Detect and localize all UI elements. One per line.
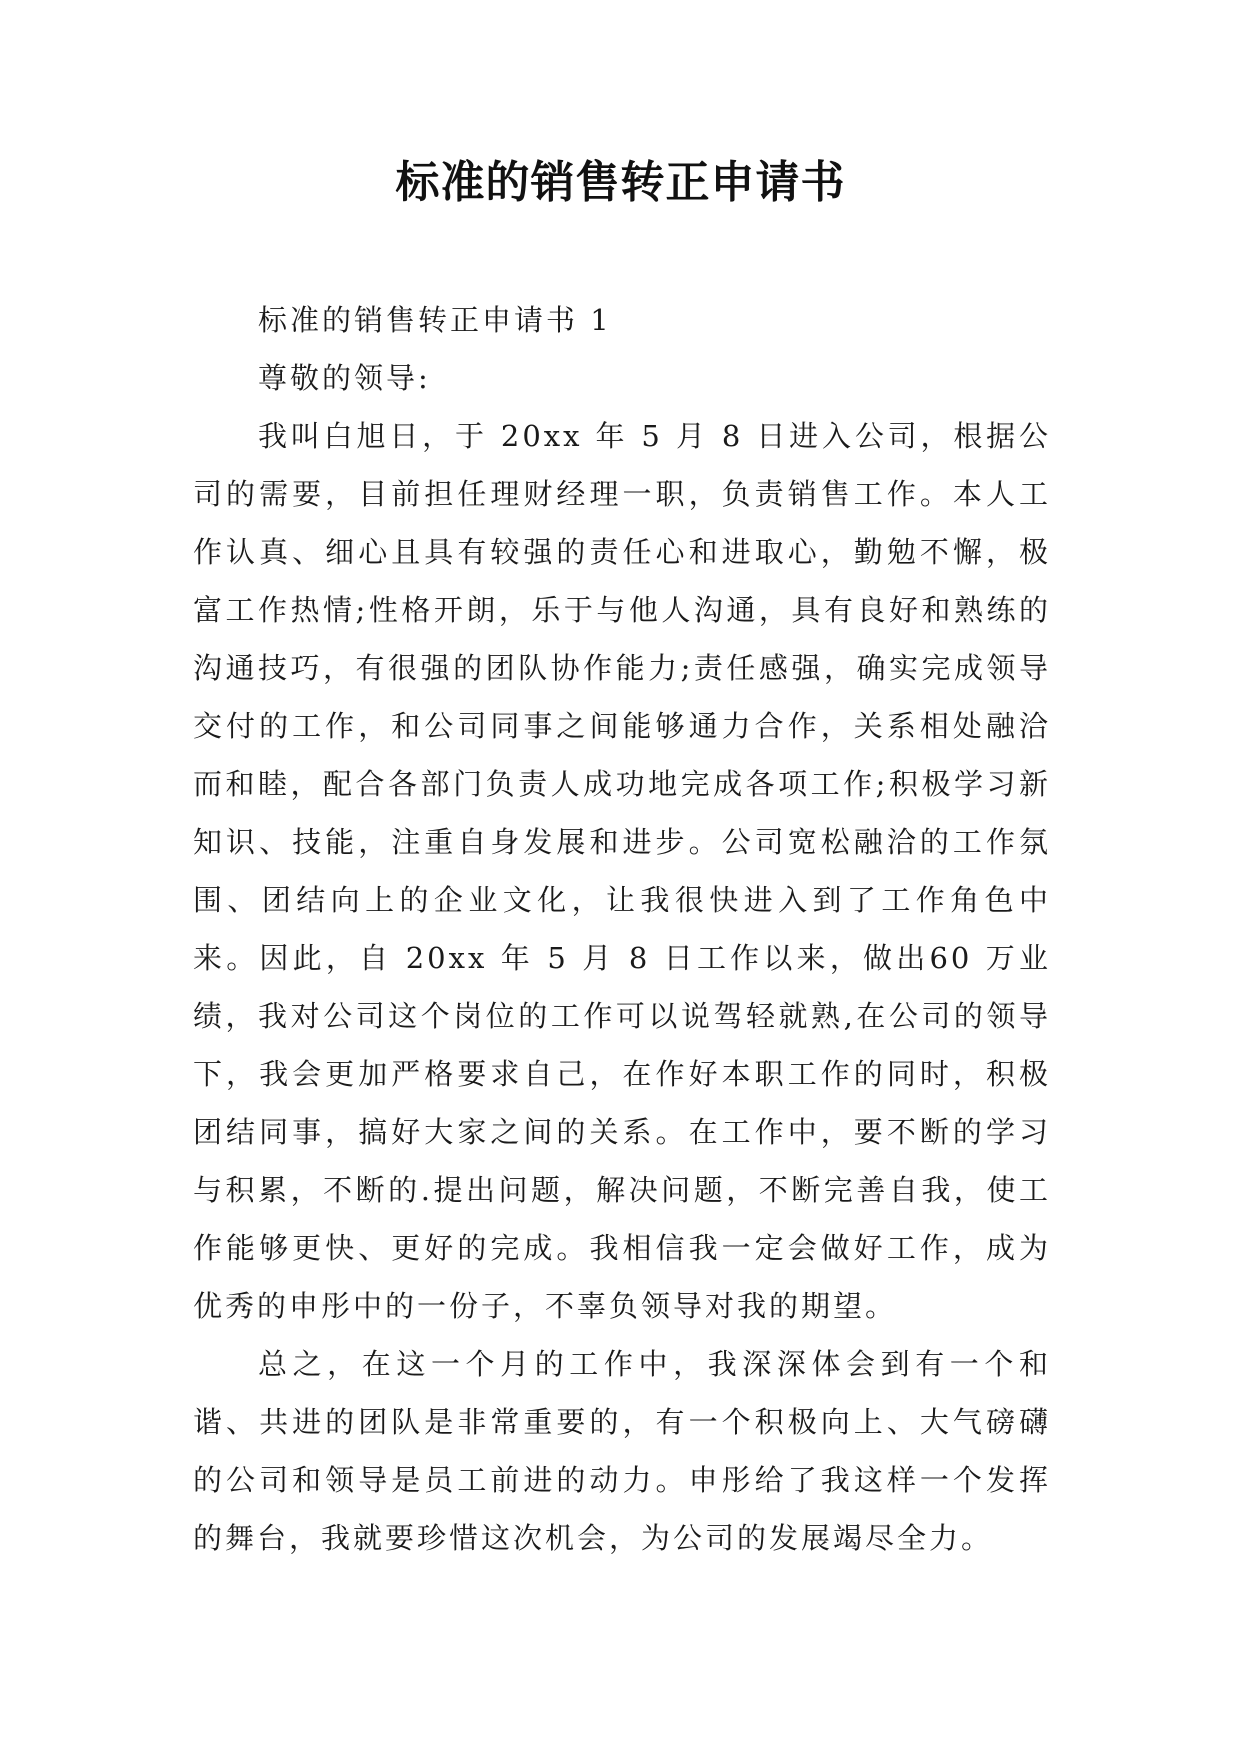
salutation: 尊敬的领导:	[258, 361, 431, 395]
body-paragraph-1: 我叫白旭日，于 20xx 年 5 月 8 日进入公司，根据公司的需要，目前担任理财经理一职，负责销售工作。本人工作认真、细心且具有较强的责任心和进取心，勤勉不懈，极富工作热情;性格开朗，乐于与他人沟通，具有良好和熟练的沟通技巧，有很强的团队协作能力;责任感强，确实完成领导交付的工作，和公司同事之间能够通力合作，关系相处融洽而和睦，配合各部门负责人成功地完成各项工作;积极学习新知识、技能，注重自身发展和进步。公司宽松融洽的工作氛围、团结向上的企业文化，让我很快进入到了工作角色中来。因此，自 20xx 年 5 月 8 日工作以来，做出60 万业绩，我对公司这个岗位的工作可以说驾轻就熟,在公司的领导下，我会更加严格要求自己，在作好本职工作的同时，积极团结同事，搞好大家之间的关系。在工作中，要不断的学习与积累，不断的.提出问题，解决问题，不断完善自我，使工作能够更快、更好的完成。我相信我一定会做好工作，成为优秀的申彤中的一份子，不辜负领导对我的期望。	[193, 419, 1051, 1323]
document-subtitle: 标准的销售转正申请书 1	[258, 303, 612, 337]
body-paragraph-2: 总之，在这一个月的工作中，我深深体会到有一个和谐、共进的团队是非常重要的，有一个积极向上、大气磅礴的公司和领导是员工前进的动力。申彤给了我这样一个发挥的舞台，我就要珍惜这次机会，为公司的发展竭尽全力。	[193, 1347, 1051, 1555]
document-body	[193, 291, 1051, 1567]
document-title: 标准的销售转正申请书	[395, 157, 846, 208]
